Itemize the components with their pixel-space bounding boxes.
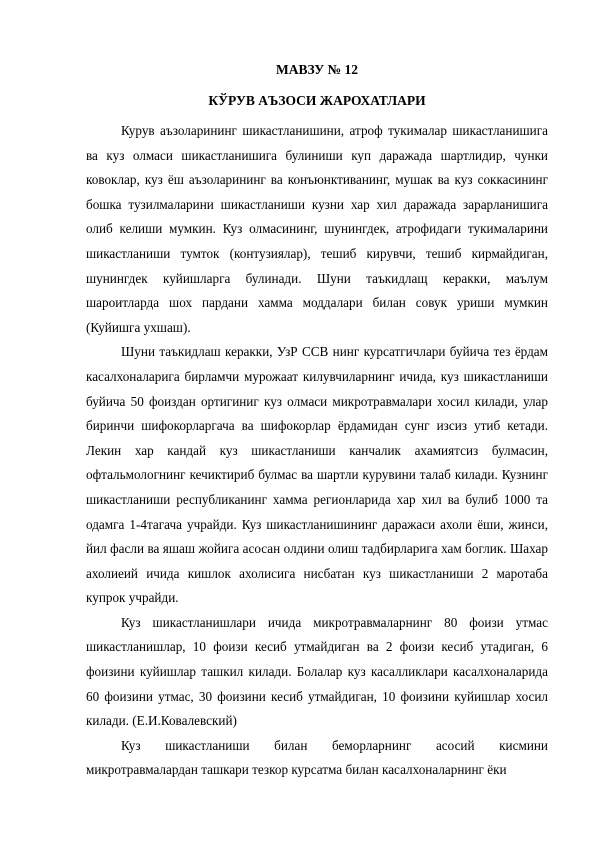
document-page — [86, 58, 548, 783]
paragraph-2: Шуни таъкидлаш керакки, УзР ССВ нинг курсатгичлари буйича тез ёрдам касалхоналарига бирламчи мурожаат килувчиларнинг ичида, куз шикастланиши буйича 50 фоиздан ортигиниг куз олмаси микротравмалари хосил килади, улар биринчи шифокорларгача ва шифокорлар ёрдамидан сунг изсиз утиб кетади. Лекин хар кандай куз шикастланиши канчалик ахамиятсиз булмасин, офтальмологнинг кечиктириб булмас ва шартли курувини талаб килади. Кузнинг шикастланиши республиканинг хамма регионларида хар хил ва булиб 1000 та одамга 1-4тагача учрайди. Куз шикастланишининг даражаси ахоли ёши, жинси, йил фасли ва яшаш жойига асосан олдини олиш тадбирларига хам боглик. Шахар ахолиеий ичида кишлок ахолисига нисбатан куз шикастланиши 2 маротаба купрок учрайди. — [86, 344, 548, 606]
paragraph-3: Куз шикастланишлари ичида микротравмаларнинг 80 фоизи утмас шикастланишлар, 10 фоизи кесиб утмайдиган ва 2 фоизи кесиб утадиган, 6 фоизини куйишлар ташкил килади. Болалар куз касалликлари касалхоналарида 60 фоизини утмас, 30 фоизини кесиб утмайдиган, 10 фоизини куйишлар хосил килади. (Е.И.Ковалевский) — [86, 614, 548, 729]
document-title: КЎРУВ АЪЗОСИ ЖАРОХАТЛАРИ — [208, 93, 426, 108]
paragraph-1: Курув аъзоларининг шикастланишини, атроф тукималар шикастланишига ва куз олмаси шикастланишига булиниши куп даражада шартлидир, чунки ковоклар, куз ёш аъзоларининг ва конъюнктиванинг, мушак ва куз соккасининг бошка тузилмаларини шикастланиши кузни хар хил даражада зарарланишига олиб келиши мумкин. Куз олмасининг, шунингдек, атрофидаги тукималарини шикастланиши тумток (контузиялар), тешиб кирувчи, тешиб кирмайдиган, шунингдек куйишларга булинади. Шуни таъкидлащ керакки, маълум шароитларда шох пардани хамма моддалари билан совук уриши мумкин (Куйишга ухшаш). — [86, 123, 548, 335]
topic-number: МАВЗУ № 12 — [275, 62, 358, 77]
paragraph-4: Куз шикастланиши билан беморларнинг асосий кисмини микротравмалардан ташкари тезкор курсатма билан касалхоналарнинг ёки — [86, 737, 548, 778]
